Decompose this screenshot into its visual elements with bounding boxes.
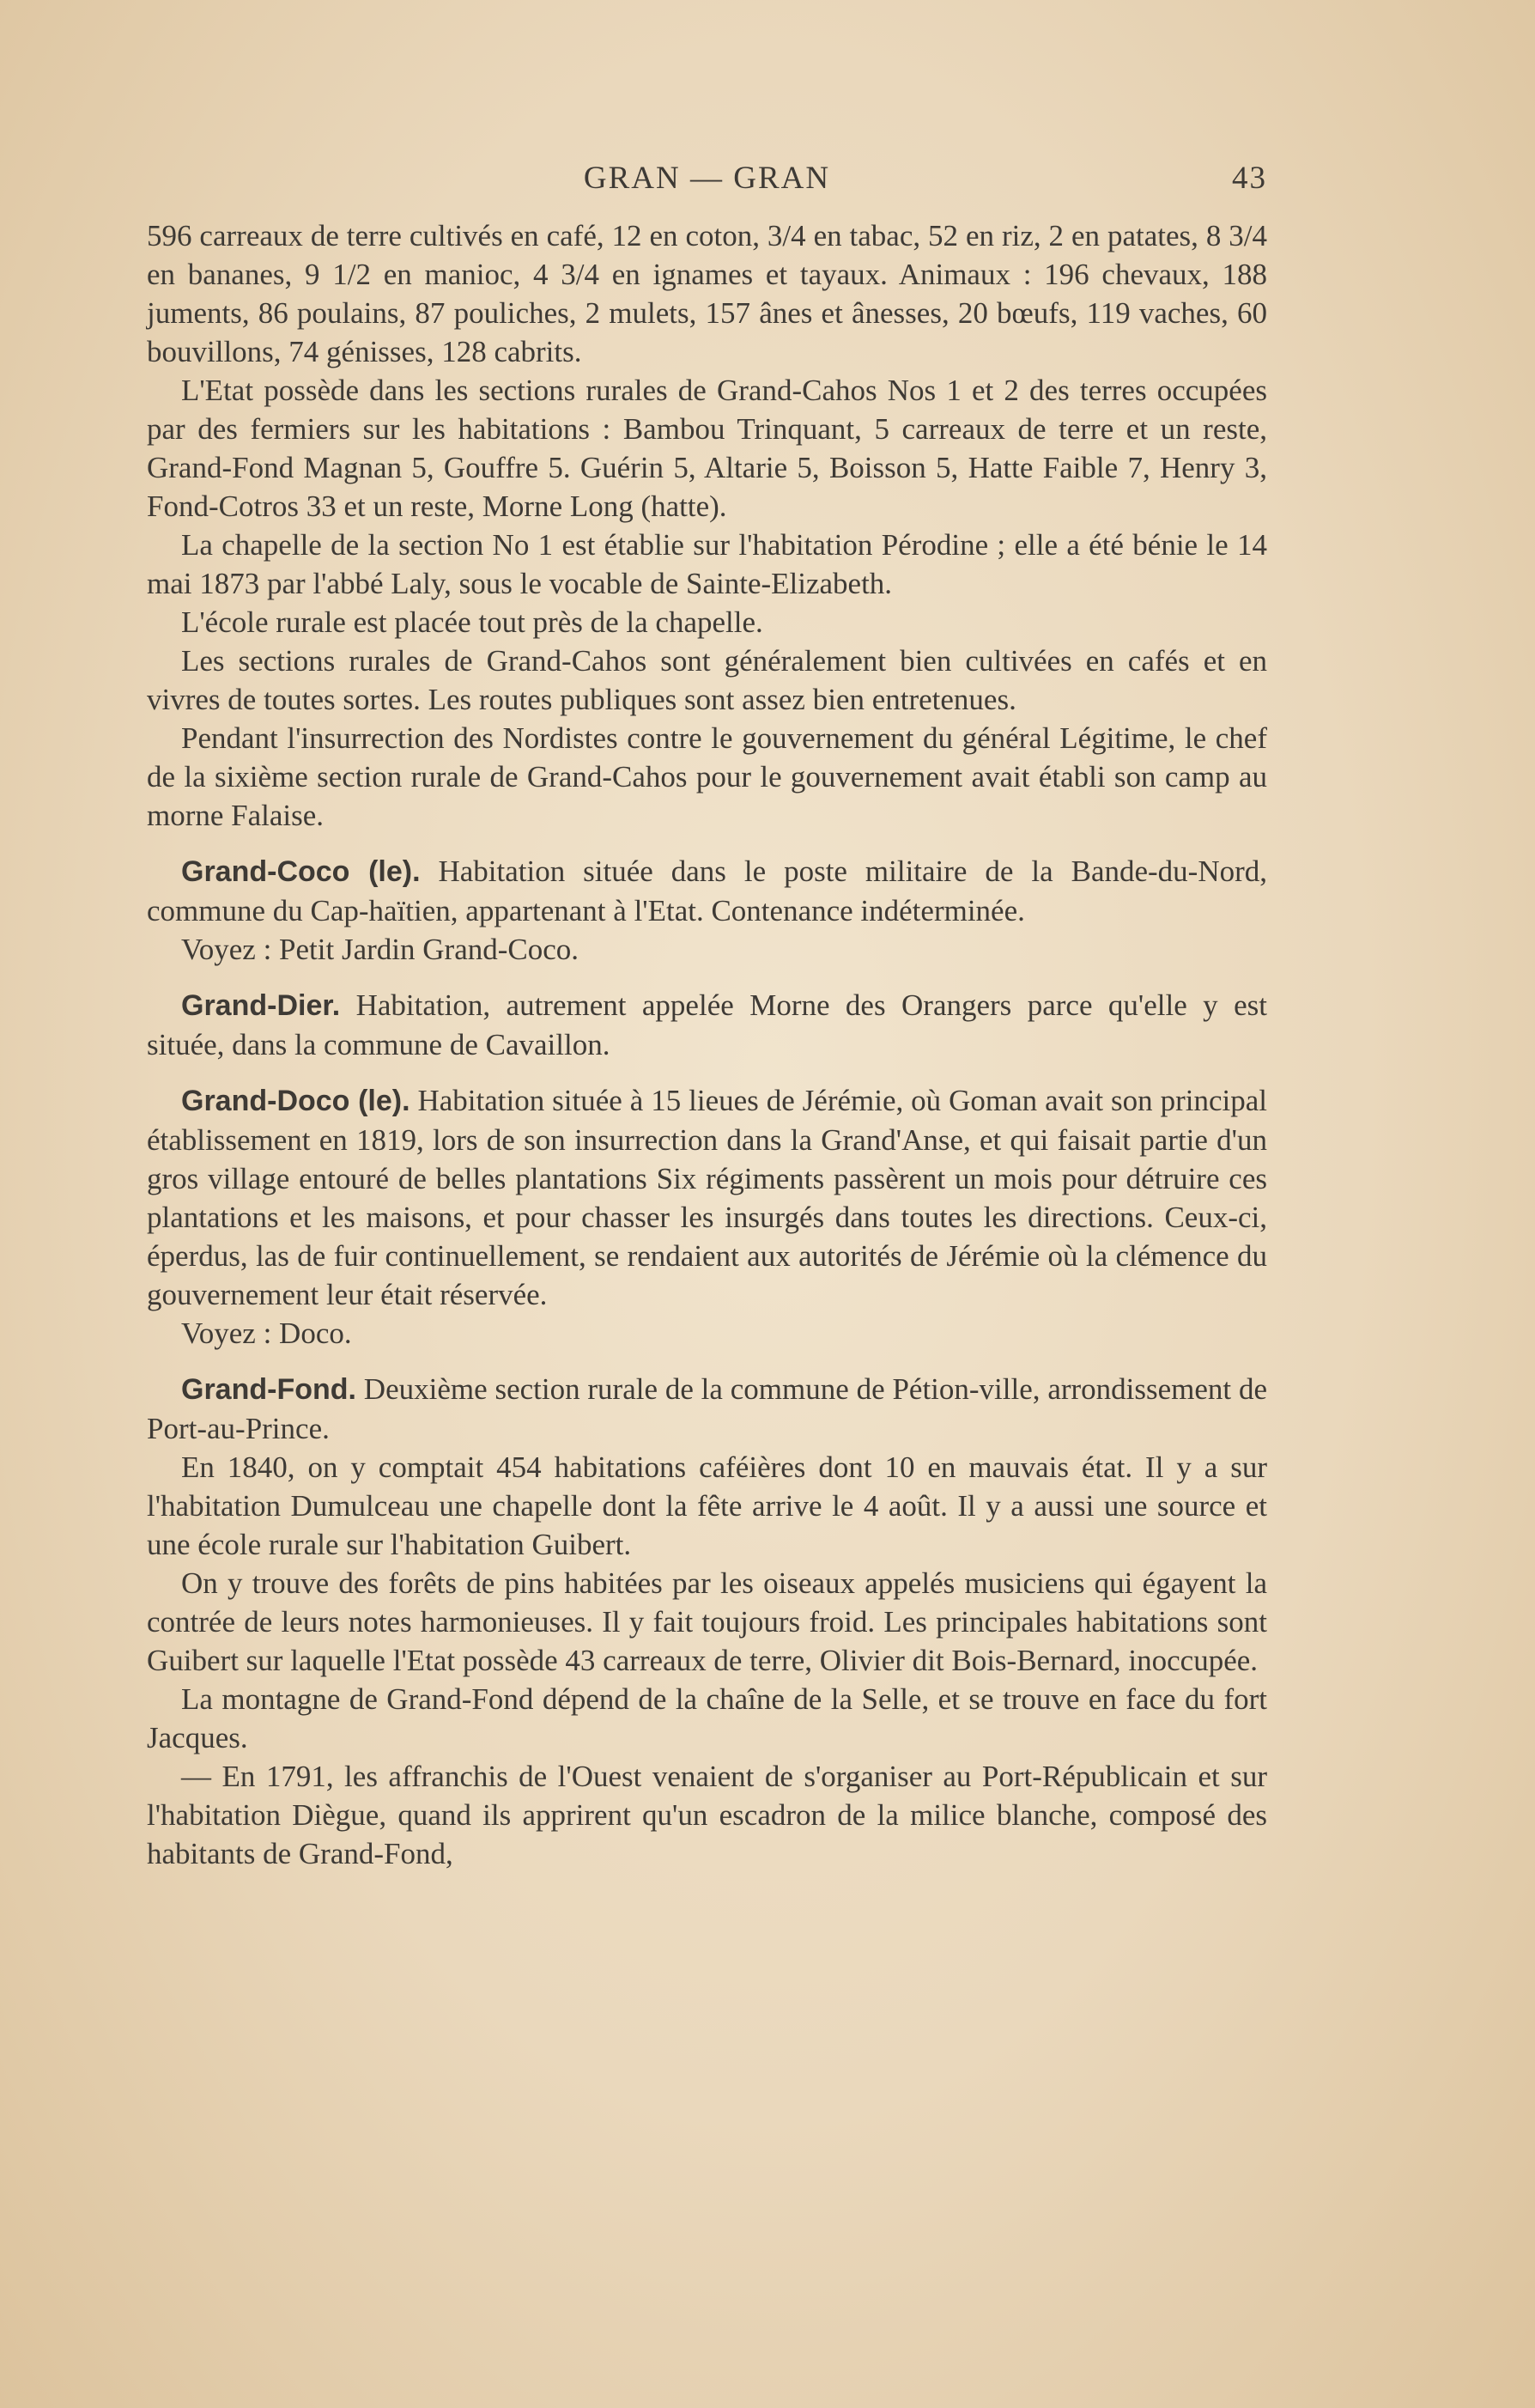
entry-text: Habitation située à 15 lieues de Jérémie, où Goman avait son principal établissement en 1819, lors de son insurrection dans la Grand'Anse, et qui faisait partie d'un gros village entouré de belles plantations Six régiments passèrent un mois pour détruire ces plantations et les maisons, et pour chasser les insurgés dans toutes les directions. Ceux-ci, éperdus, las de fuir continuellement, se rendaient aux autorités de Jérémie où la clémence du gouvernement leur était réservée.: [147, 1084, 1267, 1311]
paragraph-text: Voyez : Petit Jardin Grand-Coco.: [181, 933, 579, 966]
paragraph-text: En 1840, on y comptait 454 habitations caféières dont 10 en mauvais état. Il y a sur l'habitation Dumulceau une chapelle dont la fête arrive le 4 août. Il y a aussi une source et une école rurale sur l'habitation Guibert.: [147, 1450, 1267, 1561]
paragraph: [147, 216, 1267, 371]
paragraph: [147, 603, 1267, 642]
paragraph-text: Voyez : Doco.: [181, 1316, 352, 1350]
entry-text: Habitation située dans le poste militaire de la Bande-du-Nord, commune du Cap-haïtien, appartenant à l'Etat. Contenance indéterminée.: [147, 854, 1268, 927]
paragraph-text: 596 carreaux de terre cultivés en café, 12 en coton, 3/4 en tabac, 52 en riz, 2 en patates, 8 3/4 en bananes, 9 1/2 en manioc, 4 3/4 en ignames et tayaux. Animaux : 196 chevaux, 188 juments, 86 poulains, 87 pouliches, 2 mulets, 157 ânes et ânesses, 20 bœufs, 119 vaches, 60 bouvillons, 74 génisses, 128 cabrits.: [147, 219, 1267, 368]
paragraph-text: La montagne de Grand-Fond dépend de la chaîne de la Selle, et se trouve en face du fort Jacques.: [147, 1682, 1267, 1754]
dictionary-entry: [147, 986, 1267, 1064]
paragraph: [147, 371, 1267, 526]
entry-text: Deuxième section rurale de la commune de Pétion-ville, arrondissement de Port-au-Prince.: [147, 1372, 1268, 1445]
paragraph: [147, 526, 1267, 603]
running-header: [147, 160, 1267, 203]
entry-headword: Grand-Dier.: [181, 989, 341, 1022]
entry-headword: Grand-Fond.: [181, 1373, 356, 1406]
body-text: [147, 216, 1267, 1873]
entry-text: Habitation, autrement appelée Morne des Orangers parce qu'elle y est située, dans la commune de Cavaillon.: [147, 988, 1267, 1061]
entry-headword: Grand-Coco (le).: [181, 855, 421, 888]
paragraph: [147, 642, 1267, 719]
paragraph-text: On y trouve des forêts de pins habitées par les oiseaux appelés musiciens qui égayent la contrée de leurs notes harmonieuses. Il y fait toujours froid. Les principales habitations sont Guibert sur laquelle l'Etat possède 43 carreaux de terre, Olivier dit Bois-Bernard, inoccupée.: [147, 1566, 1267, 1677]
paragraph: [147, 930, 1267, 969]
paragraph-text: La chapelle de la section No 1 est établie sur l'habitation Pérodine ; elle a été bénie le 14 mai 1873 par l'abbé Laly, sous le vocable de Sainte-Elizabeth.: [147, 528, 1267, 600]
dictionary-entry: [147, 852, 1267, 930]
paragraph: [147, 1314, 1267, 1353]
paragraph: [147, 1448, 1267, 1564]
paragraph-text: Pendant l'insurrection des Nordistes contre le gouvernement du général Légitime, le chef de la sixième section rurale de Grand-Cahos pour le gouvernement avait établi son camp au morne Falaise.: [147, 721, 1267, 832]
dictionary-entry: [147, 1370, 1267, 1448]
entry-headword: Grand-Doco (le).: [181, 1085, 410, 1117]
paragraph-text: — En 1791, les affranchis de l'Ouest venaient de s'organiser au Port-Républicain et sur l'habitation Diègue, quand ils apprirent qu'un escadron de la milice blanche, composé des habitants de Grand-Fond,: [147, 1760, 1267, 1870]
page-number: 43: [1232, 161, 1267, 196]
paragraph: [147, 719, 1267, 835]
paragraph-text: L'Etat possède dans les sections rurales de Grand-Cahos Nos 1 et 2 des terres occupées par des fermiers sur les habitations : Bambou Trinquant, 5 carreaux de terre et un reste, Grand-Fond Magnan 5, Gouffre 5. Guérin 5, Altarie 5, Boisson 5, Hatte Faible 7, Henry 3, Fond-Cotros 33 et un reste, Morne Long (hatte).: [147, 374, 1267, 523]
running-head: GRAN — GRAN: [583, 161, 831, 196]
dictionary-entry: [147, 1081, 1267, 1314]
paragraph: [147, 1757, 1267, 1873]
paragraph: [147, 1564, 1267, 1680]
paragraph: [147, 1680, 1267, 1757]
paragraph-text: Les sections rurales de Grand-Cahos sont généralement bien cultivées en cafés et en vivres de toutes sortes. Les routes publiques sont assez bien entretenues.: [147, 644, 1267, 716]
paragraph-text: L'école rurale est placée tout près de la chapelle.: [181, 605, 763, 639]
